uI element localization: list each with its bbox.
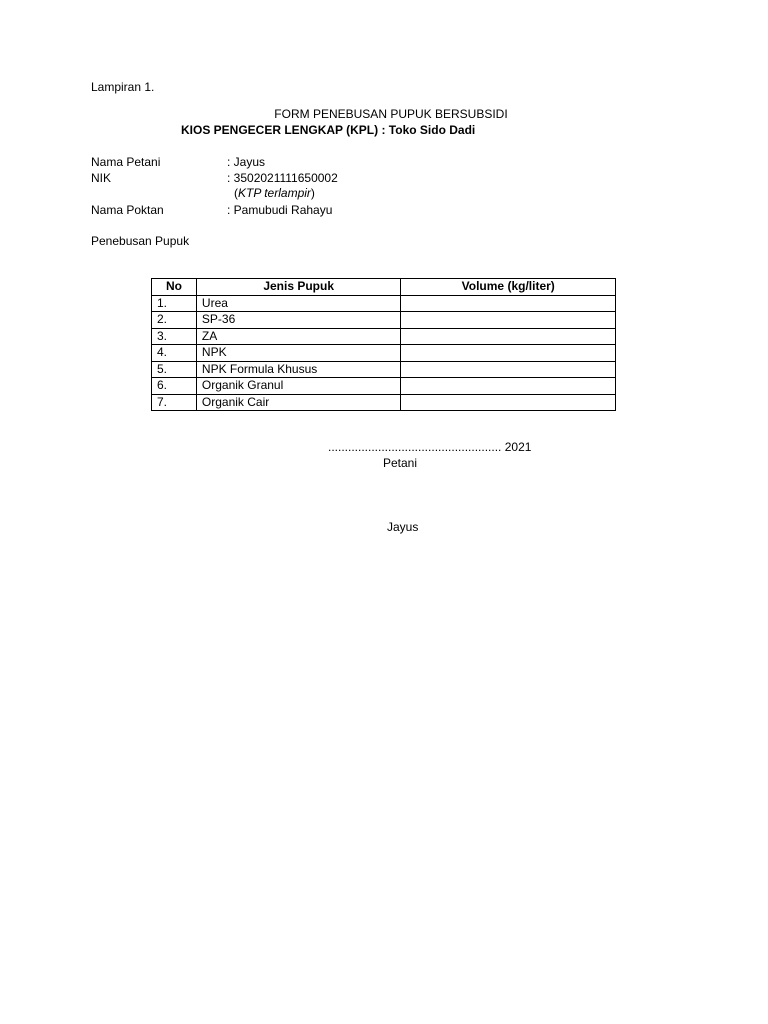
table-row	[152, 345, 616, 362]
section-label: Penebusan Pupuk	[91, 234, 190, 248]
row-jenis: NPK	[196, 345, 401, 362]
row-jenis: Urea	[196, 295, 401, 312]
signature-date	[328, 440, 531, 455]
poktan-value: : Pamubudi Rahayu	[227, 203, 333, 217]
attachment-label: Lampiran 1.	[91, 80, 155, 94]
row-no: 7.	[152, 394, 197, 411]
row-no: 6.	[152, 378, 197, 395]
row-jenis: SP-36	[196, 312, 401, 329]
table-row	[152, 361, 616, 378]
row-jenis: ZA	[196, 328, 401, 345]
ktp-open: (	[234, 186, 238, 200]
row-volume[interactable]	[401, 345, 616, 362]
row-no: 4.	[152, 345, 197, 362]
table-header-row	[152, 279, 616, 296]
row-volume[interactable]	[401, 394, 616, 411]
row-volume[interactable]	[401, 328, 616, 345]
nik-value: : 3502021111650002	[227, 171, 338, 185]
form-title: FORM PENEBUSAN PUPUK BERSUBSIDI	[274, 107, 508, 121]
table-row	[152, 378, 616, 395]
row-no: 5.	[152, 361, 197, 378]
table-row	[152, 394, 616, 411]
header-volume: Volume (kg/liter)	[401, 279, 616, 296]
row-jenis: NPK Formula Khusus	[196, 361, 401, 378]
row-volume[interactable]	[401, 361, 616, 378]
date-dots: ....................................................	[328, 440, 502, 454]
form-subtitle: KIOS PENGECER LENGKAP (KPL) : Toko Sido Dadi	[181, 123, 476, 137]
row-volume[interactable]	[401, 378, 616, 395]
signature-name: Jayus	[387, 520, 419, 534]
ktp-note-text: KTP terlampir	[238, 186, 311, 200]
table-row	[152, 328, 616, 345]
date-year: 2021	[504, 440, 532, 454]
table-row	[152, 312, 616, 329]
name-label: Nama Petani	[91, 155, 161, 169]
ktp-close: )	[310, 186, 315, 200]
row-jenis: Organik Granul	[196, 378, 401, 395]
row-jenis: Organik Cair	[196, 394, 401, 411]
ktp-note	[234, 186, 315, 201]
signature-role: Petani	[383, 456, 418, 470]
nik-label: NIK	[91, 171, 112, 185]
row-no: 2.	[152, 312, 197, 329]
row-volume[interactable]	[401, 295, 616, 312]
header-jenis: Jenis Pupuk	[196, 279, 401, 296]
row-no: 1.	[152, 295, 197, 312]
fertilizer-table	[151, 278, 616, 411]
table-row	[152, 295, 616, 312]
header-no: No	[152, 279, 197, 296]
row-no: 3.	[152, 328, 197, 345]
row-volume[interactable]	[401, 312, 616, 329]
name-value: : Jayus	[227, 155, 266, 169]
poktan-label: Nama Poktan	[91, 203, 164, 217]
